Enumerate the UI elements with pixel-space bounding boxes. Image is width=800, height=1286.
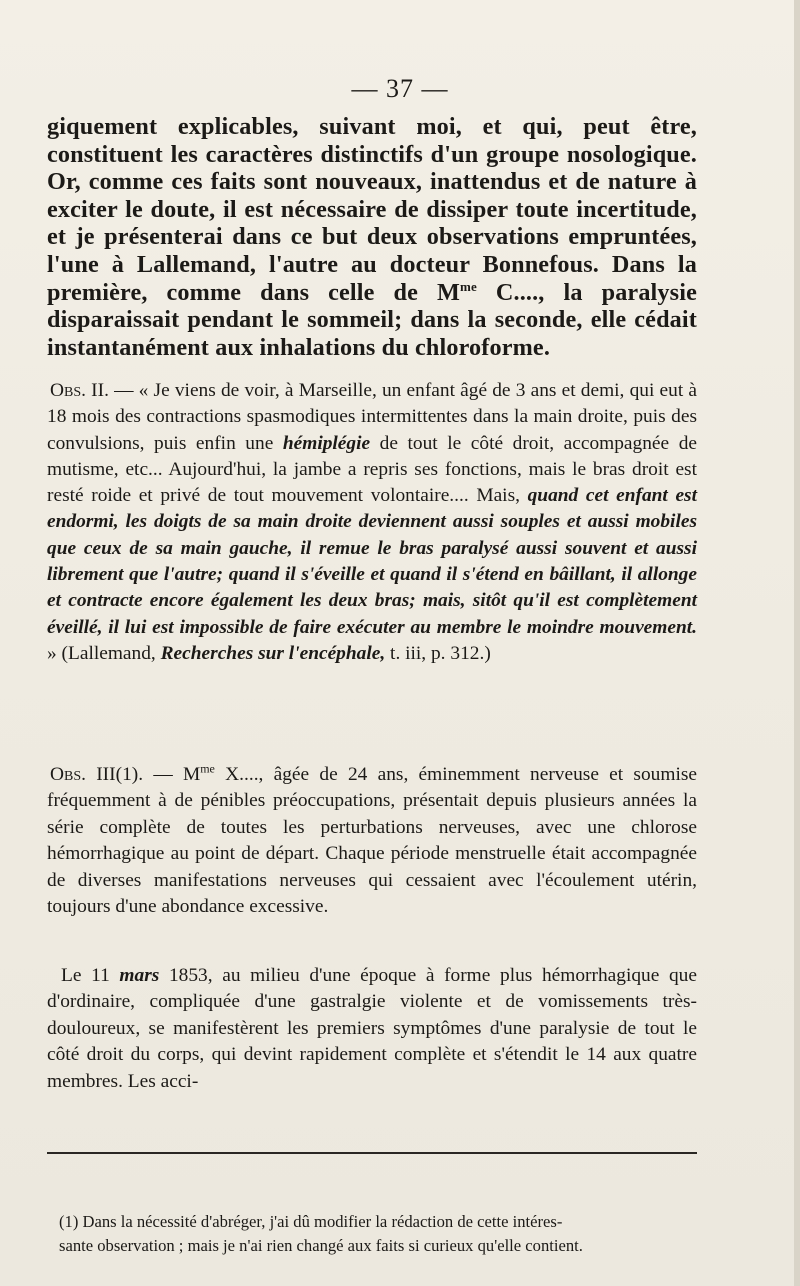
obs3b-text-a: Le 11	[61, 965, 120, 986]
paragraph-intro	[47, 113, 697, 361]
obs3-text-b: X...., âgée de 24 ans, éminemment nerveuse et soumise fréquemment à de pénibles préoccupations, présentait depuis plusieurs années la série complète de toutes les perturbations nerveuses, avec une chlorose hémorrhagique au point de départ. Chaque période menstruelle était accompagnée de diverses manifestations nerveuses qui cessaient avec l'écoulement utérin, toujours d'une abondance excessive.	[47, 764, 697, 918]
footnote-line-2: sante observation ; mais je n'ai rien changé aux faits si curieux qu'elle contient.	[59, 1236, 583, 1255]
obs2-text-c: » (Lallemand,	[47, 642, 161, 664]
obs2-italic-c: Recherches sur l'encéphale,	[160, 642, 386, 664]
obs3b-text-b: 1853, au milieu d'une époque à forme plus hémorrhagique que d'ordinaire, compliquée d'une gastralgie violente et de vomissements très-douloureux, se manifestèrent les premiers symptômes d'une paralysie de tout le côté droit du corps, qui devint rapidement complète et s'étendit le 14 aux quatre membres. Les acci-	[47, 965, 697, 1092]
obs2-italic-b: quand cet enfant est endormi, les doigts de sa main droite deviennent aussi souples et aussi mobiles que ceux de sa main gauche, il remue le bras paralysé aussi souvent et aussi librement que l'autre; quand il s'éveille et quand il s'étend en bâillant, il allonge et contracte encore également les deux bras; mais, sitôt qu'il est complètement éveillé, il lui est impossible de faire exécuter au membre le moindre mouvement.	[47, 485, 697, 638]
obs3-text-a: . — M	[138, 764, 201, 785]
observation-3-continued	[47, 963, 697, 1095]
obs2-text-b: de tout le côté droit, accompagnée de mutisme, etc... Aujourd'hui, la jambe a repris ses fonctions, mais le bras droit est resté roide et privé de tout mouvement volontaire.... Mais,	[47, 432, 697, 507]
observation-3	[47, 762, 697, 920]
footnote-line-1: (1) Dans la nécessité d'abréger, j'ai dû modifier la rédaction de cette intéres-	[59, 1212, 563, 1231]
observation-2	[47, 378, 697, 667]
obs2-label: Obs. II.	[50, 380, 109, 401]
obs3-note-ref: (1)	[115, 764, 139, 785]
obs2-italic-a: hémiplégie	[282, 432, 371, 454]
obs2-text-a: — « Je viens de voir, à Marseille, un enfant âgé de 3 ans et demi, qui eut à 18 mois des contractions spasmodiques intermittentes dans la main droite, puis des convulsions, puis enfin une	[47, 380, 697, 454]
page-edge	[794, 0, 800, 1286]
footnote	[47, 1210, 697, 1258]
page-number: — 37 —	[351, 74, 449, 103]
superscript-me: me	[459, 278, 477, 294]
footnote-divider	[47, 1152, 697, 1154]
obs3b-italic-a: mars	[119, 965, 160, 986]
obs2-text-d: t. iii, p. 312.)	[385, 642, 491, 664]
paragraph-intro-text: giquement explicables, suivant moi, et qui, peut être, constituent les caractères distinctifs d'un groupe nosologique. Or, comme ces faits sont nouveaux, inattendus et de nature à exciter le doute, il est nécessaire de dissiper toute incertitude, et je présenterai dans ce but deux observations empruntées, l'une à Lallemand, l'autre au docteur Bonnefous. Dans la première, comme dans celle de M	[47, 113, 697, 306]
obs3-label: Obs. III	[50, 764, 116, 785]
paragraph-intro-end: C...., la paralysie disparaissait pendant le sommeil; dans la seconde, elle cédait instantanément aux inhalations du chloroforme.	[47, 278, 697, 361]
obs3-superscript: me	[200, 761, 215, 776]
